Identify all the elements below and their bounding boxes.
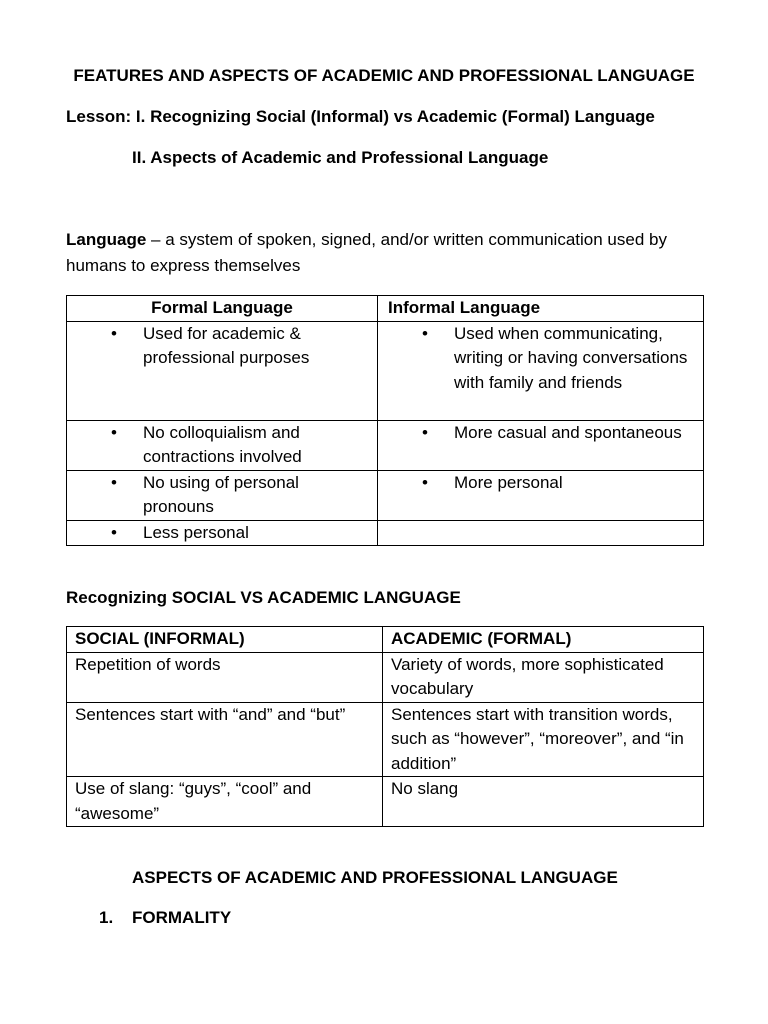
table-cell — [67, 420, 378, 470]
table-row — [67, 652, 704, 702]
table-cell — [378, 321, 704, 420]
language-definition — [66, 227, 706, 279]
table-cell: Use of slang: “guys”, “cool” and “awesome” — [67, 777, 383, 827]
table-row — [67, 420, 704, 470]
table-cell — [67, 470, 378, 520]
cell-text: No using of personal pronouns — [143, 472, 299, 516]
bullet-glyph: • — [111, 522, 117, 542]
table-cell: Sentences start with “and” and “but” — [67, 702, 383, 777]
table-cell-empty — [378, 520, 704, 546]
formal-informal-table — [66, 295, 704, 546]
cell-text: No colloquialism and contractions involved — [143, 422, 302, 466]
formal-language-header: Formal Language — [67, 296, 378, 322]
table-cell — [378, 470, 704, 520]
aspects-heading: ASPECTS OF ACADEMIC AND PROFESSIONAL LANGUAGE — [132, 868, 618, 887]
academic-formal-header: ACADEMIC (FORMAL) — [383, 627, 704, 653]
table-cell: Repetition of words — [67, 652, 383, 702]
table-row — [67, 470, 704, 520]
cell-text: Less personal — [143, 522, 249, 542]
list-item-number: 1. — [99, 908, 114, 927]
bullet-glyph: • — [111, 323, 117, 343]
table-cell — [67, 520, 378, 546]
definition-term: Language — [66, 230, 147, 249]
document-title: FEATURES AND ASPECTS OF ACADEMIC AND PROFESSIONAL LANGUAGE — [73, 66, 695, 85]
bullet-glyph: • — [422, 323, 428, 343]
cell-text: Used when communicating, writing or having conversations with family and friends — [454, 323, 688, 392]
bullet-glyph: • — [422, 472, 428, 492]
table-cell: No slang — [383, 777, 704, 827]
table-header-row — [67, 296, 704, 322]
social-academic-table — [66, 626, 704, 827]
lesson-line-1: Lesson: I. Recognizing Social (Informal) vs Academic (Formal) Language — [66, 107, 655, 126]
table-cell: Sentences start with transition words, such as “however”, “moreover”, and “in addition” — [383, 702, 704, 777]
table-row — [67, 702, 704, 777]
table-cell: Variety of words, more sophisticated vocabulary — [383, 652, 704, 702]
cell-text: Used for academic & professional purposes — [143, 323, 310, 367]
definition-text: – a system of spoken, signed, and/or written communication used by humans to express themselves — [66, 230, 667, 275]
table-cell — [67, 321, 378, 420]
table-cell — [378, 420, 704, 470]
cell-text: More casual and spontaneous — [454, 422, 682, 442]
table-row — [67, 520, 704, 546]
bullet-glyph: • — [422, 422, 428, 442]
bullet-glyph: • — [111, 472, 117, 492]
table-row — [67, 321, 704, 420]
list-item-formality: FORMALITY — [132, 908, 232, 927]
table-row — [67, 777, 704, 827]
social-informal-header: SOCIAL (INFORMAL) — [67, 627, 383, 653]
bullet-glyph: • — [111, 422, 117, 442]
lesson-line-2: II. Aspects of Academic and Professional Language — [132, 148, 549, 167]
informal-language-header: Informal Language — [378, 296, 704, 322]
table-header-row — [67, 627, 704, 653]
social-academic-heading: Recognizing SOCIAL VS ACADEMIC LANGUAGE — [66, 588, 461, 607]
cell-text: More personal — [454, 472, 563, 492]
